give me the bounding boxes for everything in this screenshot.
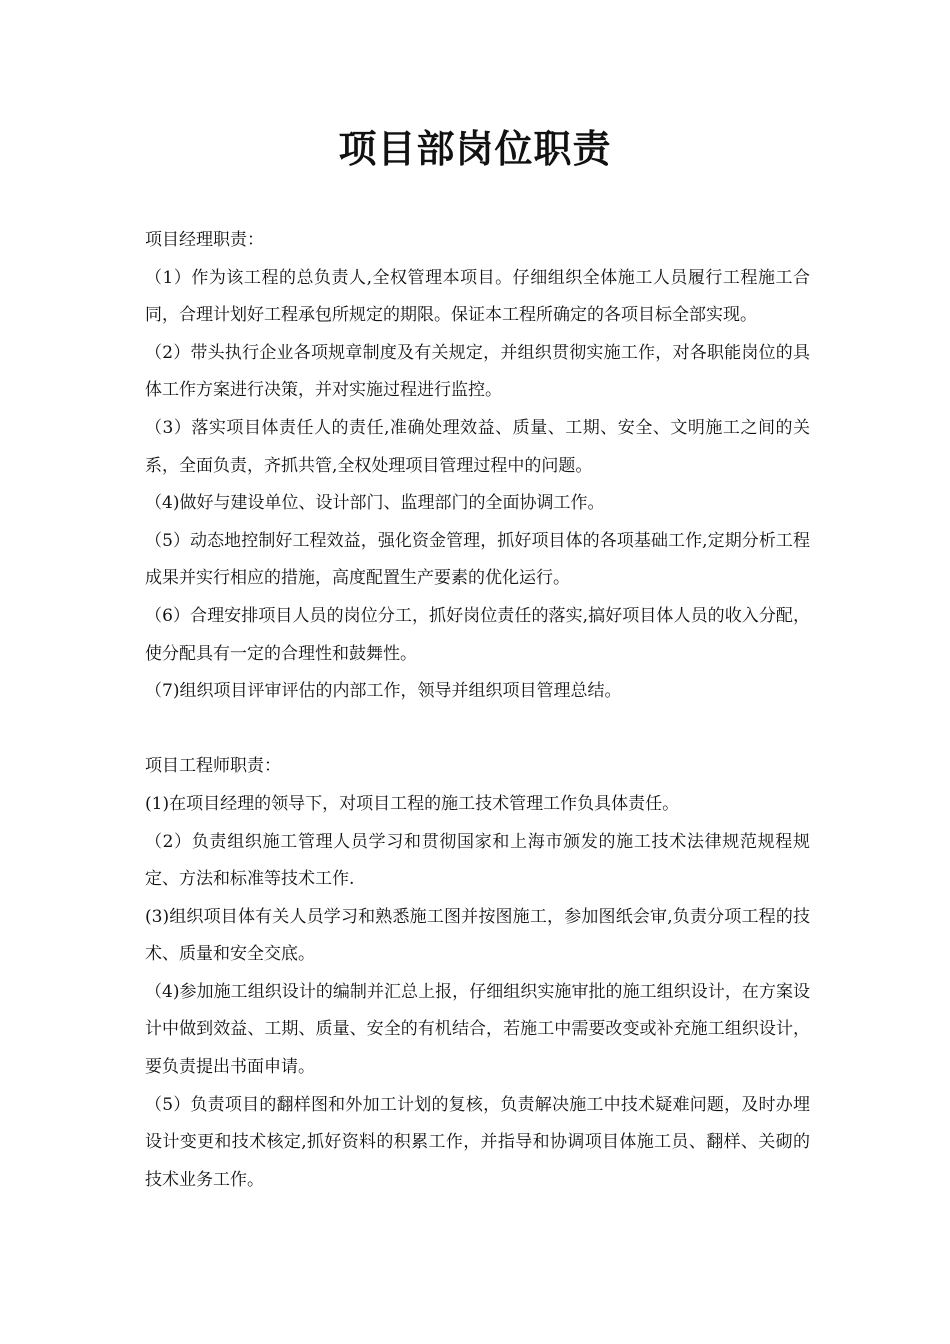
- duty-item: （1）作为该工程的总负责人,全权管理本项目。仔细组织全体施工人员履行工程施工合同，合理计划好工程承包所规定的期限。保证本工程所确定的各项目标全部实现。: [145, 267, 810, 326]
- duty-item: （7)组织项目评审评估的内部工作，领导并组织项目管理总结。: [145, 681, 622, 702]
- section-heading: 项目工程师职责：: [145, 756, 281, 777]
- section-project-engineer: [145, 748, 810, 1199]
- duty-item: （5）负责项目的翻样图和外加工计划的复核，负责解决施工中技术疑难问题，及时办埋设计变更和技术核定,抓好资料的积累工作，并指导和协调项目体施工员、翻样、关砌的技术业务工作。: [145, 1094, 810, 1190]
- section-project-manager: [145, 222, 810, 711]
- duty-item: (3)组织项目体有关人员学习和熟悉施工图并按图施工，参加图纸会审,负责分项工程的技术、质量和安全交底。: [145, 906, 810, 965]
- duty-item: （4)做好与建设单位、设计部门、监理部门的全面协调工作。: [145, 493, 605, 514]
- duty-item: （3）落实项目体责任人的责任,准确处理效益、质量、工期、安全、文明施工之间的关系，全面负责，齐抓共管,全权处理项目管理过程中的问题。: [145, 417, 810, 476]
- duty-item: （5）动态地控制好工程效益，强化资金管理，抓好项目体的各项基础工作,定期分析工程成果并实行相应的措施，高度配置生产要素的优化运行。: [145, 530, 810, 589]
- document-body: [145, 222, 810, 1199]
- section-heading: 项目经理职责：: [145, 230, 264, 250]
- duty-item: （6）合理安排项目人员的岗位分工，抓好岗位责任的落实,搞好项目体人员的收入分配，使分配具有一定的合理性和鼓舞性。: [145, 605, 810, 664]
- duty-item: （2）负责组织施工管理人员学习和贯彻国家和上海市颁发的施工技术法律规范规程规定、方法和标准等技术工作.: [145, 831, 810, 890]
- duty-item: （4)参加施工组织设计的编制并汇总上报，仔细组织实施审批的施工组织设计，在方案设计中做到效益、工期、质量、安全的有机结合，若施工中需要改变或补充施工组织设计，要负责提出书面申请。: [145, 981, 810, 1078]
- section-spacer: [145, 711, 810, 749]
- page-title: 项目部岗位职责: [338, 126, 612, 171]
- duty-item: （2）带头执行企业各项规章制度及有关规定，并组织贯彻实施工作，对各职能岗位的具体工作方案进行决策，并对实施过程进行监控。: [145, 342, 810, 401]
- duty-item: (1)在项目经理的领导下，对项目工程的施工技术管理工作负具体责任。: [145, 793, 680, 814]
